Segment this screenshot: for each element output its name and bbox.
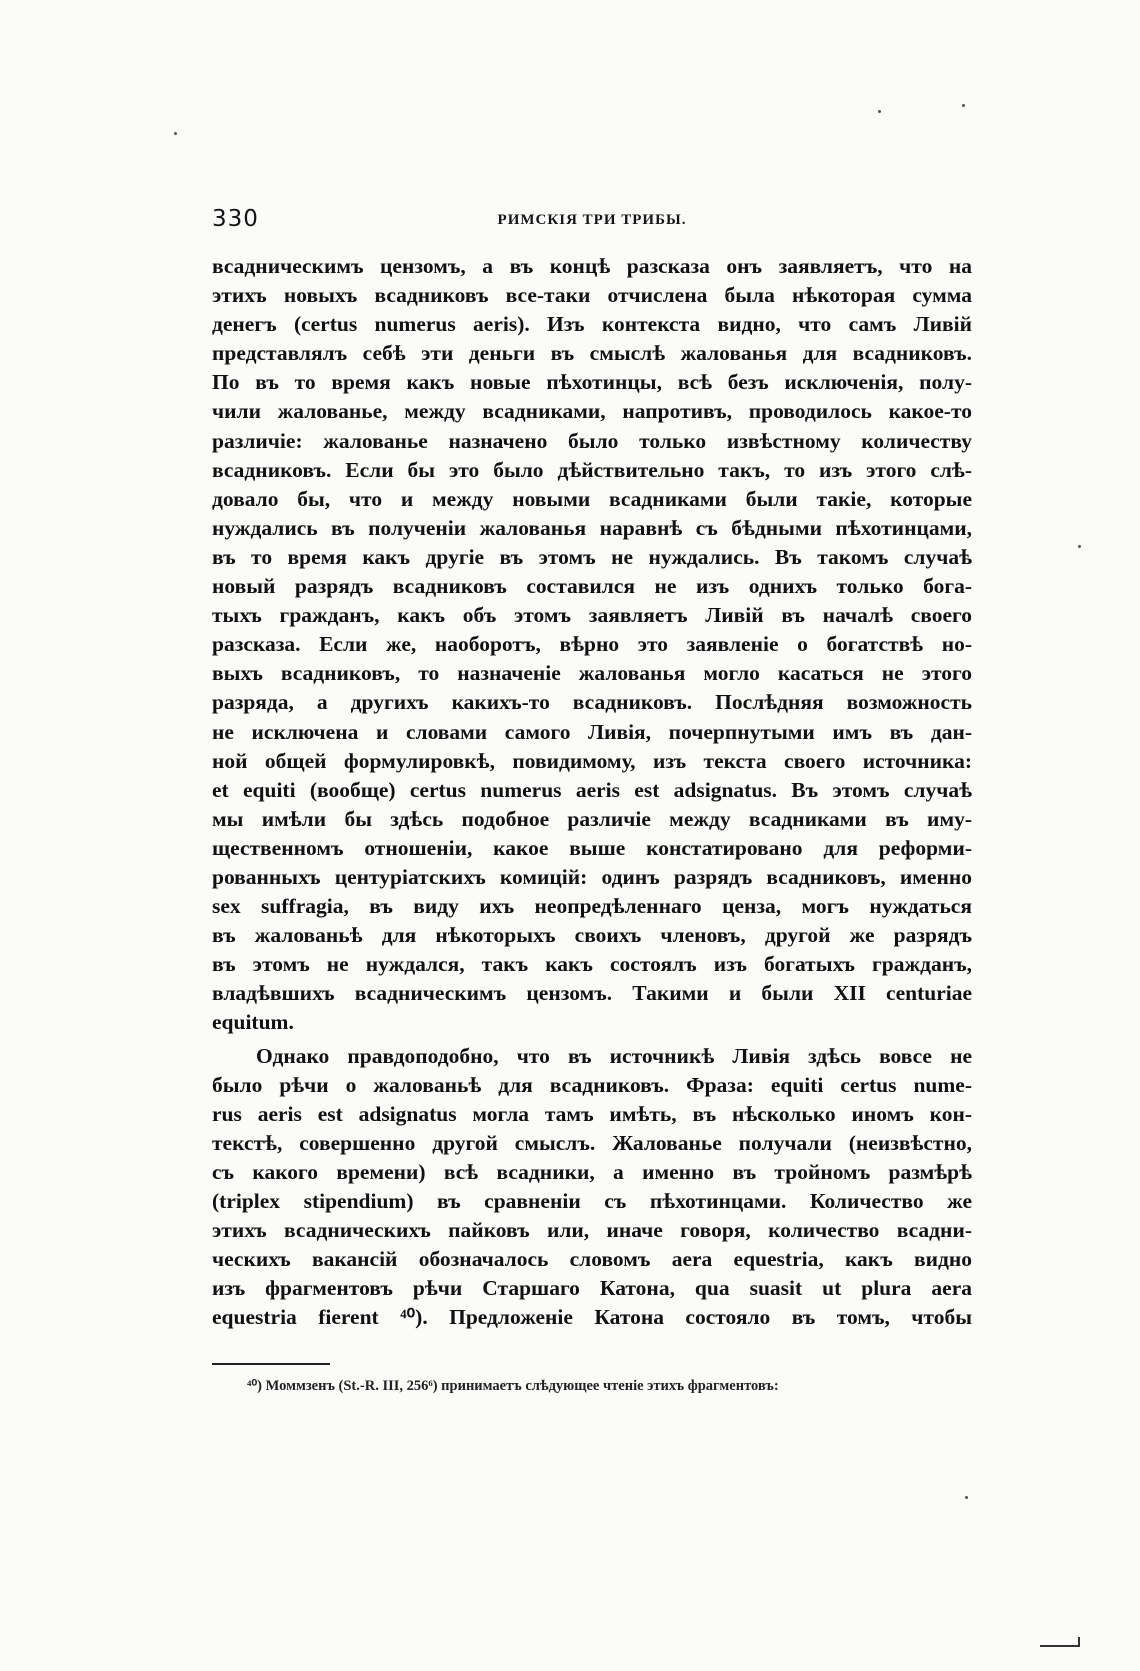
text-line: нуждались въ полученіи жалованья наравнѣ съ бѣдными пѣхотинцами, [212,515,972,540]
text-line: разряда, а другихъ какихъ-то всадниковъ. Послѣдняя возможность [212,690,972,715]
text-line: новый разрядъ всадниковъ составился не изъ однихъ только бога- [212,574,972,599]
paragraph-2 [212,1042,972,1333]
text-line: Однако правдоподобно, что въ источникѣ Ливія здѣсь вовсе не [256,1043,972,1068]
text-line: По въ то время какъ новые пѣхотинцы, всѣ безъ исключенія, полу- [212,370,972,395]
text-line: въ то время какъ другіе въ этомъ не нуждались. Въ такомъ случаѣ [212,544,972,569]
scan-speck [962,104,965,107]
text-line: sex suffragia, въ виду ихъ неопредѣленнаго ценза, могъ нуждаться [212,894,972,919]
text-line: чили жалованье, между всадниками, напротивъ, проводилось какое-то [212,399,972,424]
footnote [247,1378,977,1395]
text-line: рованныхъ центуріатскихъ комицій: одинъ разрядъ всадниковъ, именно [212,864,972,889]
text-line: всадниковъ. Если бы это было дѣйствительно такъ, то изъ этого слѣ- [212,457,972,482]
text-line: въ этомъ не нуждался, такъ какъ состоялъ изъ богатыхъ гражданъ, [212,952,972,977]
text-line: (triplex stipendium) въ сравненіи съ пѣхотинцами. Количество же [212,1189,972,1213]
text-line: различіе: жалованье назначено было только извѣстному количеству [212,428,972,453]
text-line: довало бы, что и между новыми всадниками были такіе, которые [212,486,972,511]
footnote-text: Моммзенъ (St.-R. III, 256⁶) принимаетъ слѣдующее чтеніе этихъ фрагментовъ: [265,1378,779,1394]
text-line: съ какого времени) всѣ всадники, а именно въ тройномъ размѣрѣ [212,1159,972,1184]
text-line: разсказа. Если же, наоборотъ, вѣрно это заявленіе о богатствѣ но- [212,632,972,657]
scan-speck [878,110,881,113]
text-line: всадническимъ цензомъ, а въ концѣ разсказа онъ заявляетъ, что на [212,254,972,278]
text-line: щественномъ отношеніи, какое выше констатировано для реформи- [212,835,972,860]
text-line: equestria fierent ⁴⁰). Предложеніе Катона состояло въ томъ, чтобы [212,1305,972,1330]
text-line: этихъ новыхъ всадниковъ все-таки отчислена была нѣкоторая сумма [212,283,972,308]
scan-speck [1078,545,1081,548]
page-number: 330 [212,206,259,232]
text-line: выхъ всадниковъ, то назначеніе жалованья могло касаться не этого [212,661,972,686]
text-line: представлялъ себѣ эти деньги въ смыслѣ жалованья для всадниковъ. [212,341,972,366]
text-line: тыхъ гражданъ, какъ объ этомъ заявляетъ Ливій въ началѣ своего [212,603,972,628]
scan-speck [965,1496,968,1499]
text-line: не исключена и словами самого Ливія, почерпнутыми имъ въ дан- [212,719,972,744]
paragraph-1 [212,252,972,1038]
text-line: этихъ всадническихъ пайковъ или, иначе говоря, количество всадни- [212,1218,972,1243]
running-title: РИМСКІЯ ТРИ ТРИБЫ. [497,212,687,228]
page-header [212,206,972,236]
text-line: ческихъ вакансій обозначалось словомъ aera equestria, какъ видно [212,1247,972,1272]
text-line: et equiti (вообще) certus numerus aeris est adsignatus. Въ этомъ случаѣ [212,777,972,802]
scan-corner-mark [1040,1637,1080,1647]
body-text [212,252,972,1332]
text-line: текстѣ, совершенно другой смыслъ. Жалованье получали (неизвѣстно, [212,1130,972,1155]
text-line: было рѣчи о жалованьѣ для всадниковъ. Фраза: equiti certus nume- [212,1072,972,1097]
text-line: мы имѣли бы здѣсь подобное различіе между всадниками въ иму- [212,806,972,831]
footnote-divider [212,1363,330,1365]
footnote-marker: ⁴⁰) [247,1378,262,1394]
text-line: rus aeris est adsignatus могла тамъ имѣть, въ нѣсколько иномъ кон- [212,1101,972,1126]
text-line: ной общей формулировкѣ, повидимому, изъ текста своего источника: [212,748,972,773]
scan-speck [174,132,177,135]
text-line: изъ фрагментовъ рѣчи Старшаго Катона, qua suasit ut plura aera [212,1276,972,1301]
text-line: денегъ (certus numerus aeris). Изъ контекста видно, что самъ Ливій [212,312,972,337]
text-line: въ жалованьѣ для нѣкоторыхъ своихъ членовъ, другой же разрядъ [212,923,972,948]
text-line: владѣвшихъ всадническимъ цензомъ. Такими и были XII centuriae [212,981,972,1006]
text-line: equitum. [212,1010,294,1035]
